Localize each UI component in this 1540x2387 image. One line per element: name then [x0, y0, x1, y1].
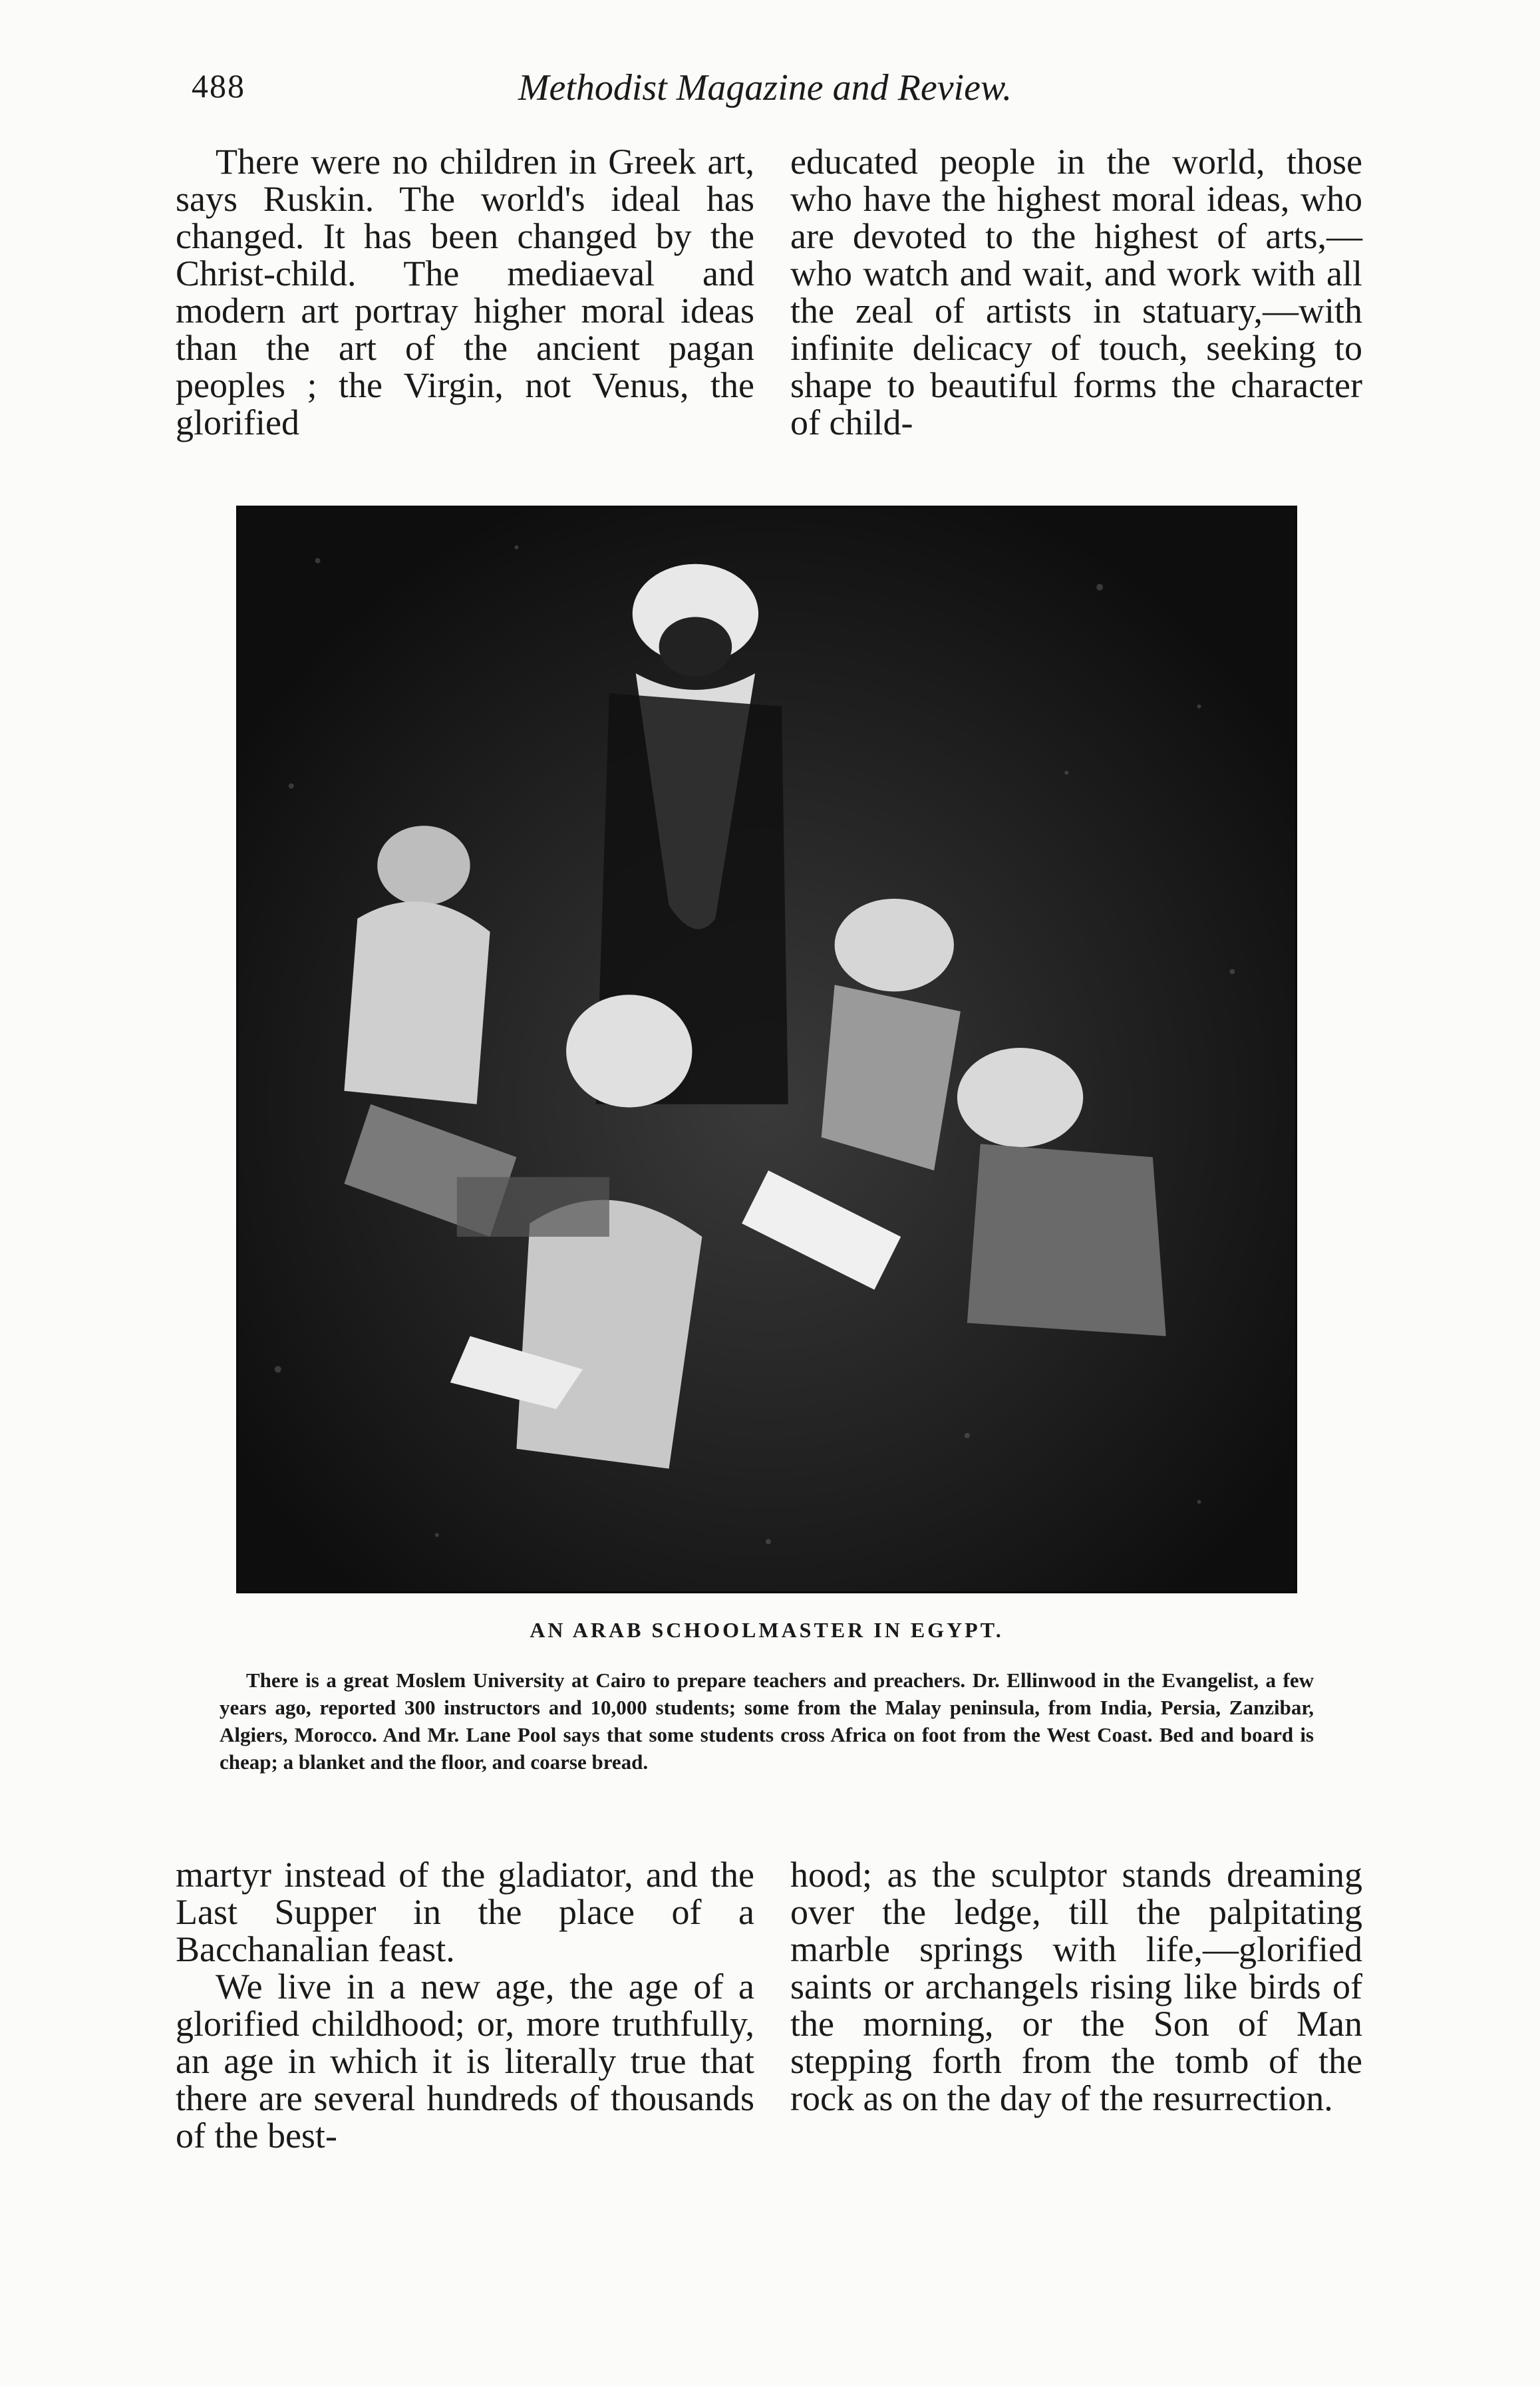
page-header: [0, 67, 1540, 120]
paragraph: martyr instead of the gladiator, and the Last Supper in the place of a Bacchanalian feast.: [176, 1855, 754, 1969]
text-column-bottom-left: [176, 1856, 754, 2154]
caption-paragraph: There is a great Moslem University at Cairo to prepare teachers and preachers. Dr. Ellinwood in the Evangelist, a few years ago, reported 300 instructors and 10,000 students; some from the Malay peninsula, from India, Persia, Zanzibar, Algiers, Morocco. And Mr. Lane Pool says that some students cross Africa on foot from the West Coast. Bed and board is cheap; a blanket and the floor, and coarse bread.: [220, 1669, 1314, 1774]
figure-caption-text: [220, 1667, 1314, 1776]
paragraph: There were no children in Greek art, says Ruskin. The world's ideal has changed. It has been changed by the Christ-child. The mediaeval and modern art portray higher moral ideas than the art of the ancient pagan peoples ; the Virgin, not Venus, the glorified: [176, 142, 754, 442]
paragraph: educated people in the world, those who have the highest moral ideas, who are devoted to the highest of arts,—who watch and wait, and work with all the zeal of artists in statuary,—with infinite delicacy of touch, seeking to shape to beautiful forms the character of child-: [790, 142, 1362, 442]
running-title: Methodist Magazine and Review.: [518, 67, 1012, 108]
page-number: 488: [192, 67, 245, 104]
text-column-top-left: [176, 143, 754, 441]
text-column-top-right: [790, 143, 1362, 441]
schoolmaster-photograph: [236, 506, 1297, 1593]
paragraph: hood; as the sculptor stands dreaming over the ledge, till the palpitating marble springs with life,—glorified saints or archangels rising like birds of the morning, or the Son of Man stepping forth from the tomb of the rock as on the day of the resurrection.: [790, 1855, 1362, 2118]
figure-caption-title: AN ARAB SCHOOLMASTER IN EGYPT.: [530, 1618, 1004, 1642]
paragraph: We live in a new age, the age of a glorified childhood; or, more truthfully, an age in which it is literally true that there are several hundreds of thousands of the best-: [176, 1967, 754, 2155]
photograph-image: [238, 508, 1295, 1591]
text-column-bottom-right: [790, 1856, 1362, 2117]
